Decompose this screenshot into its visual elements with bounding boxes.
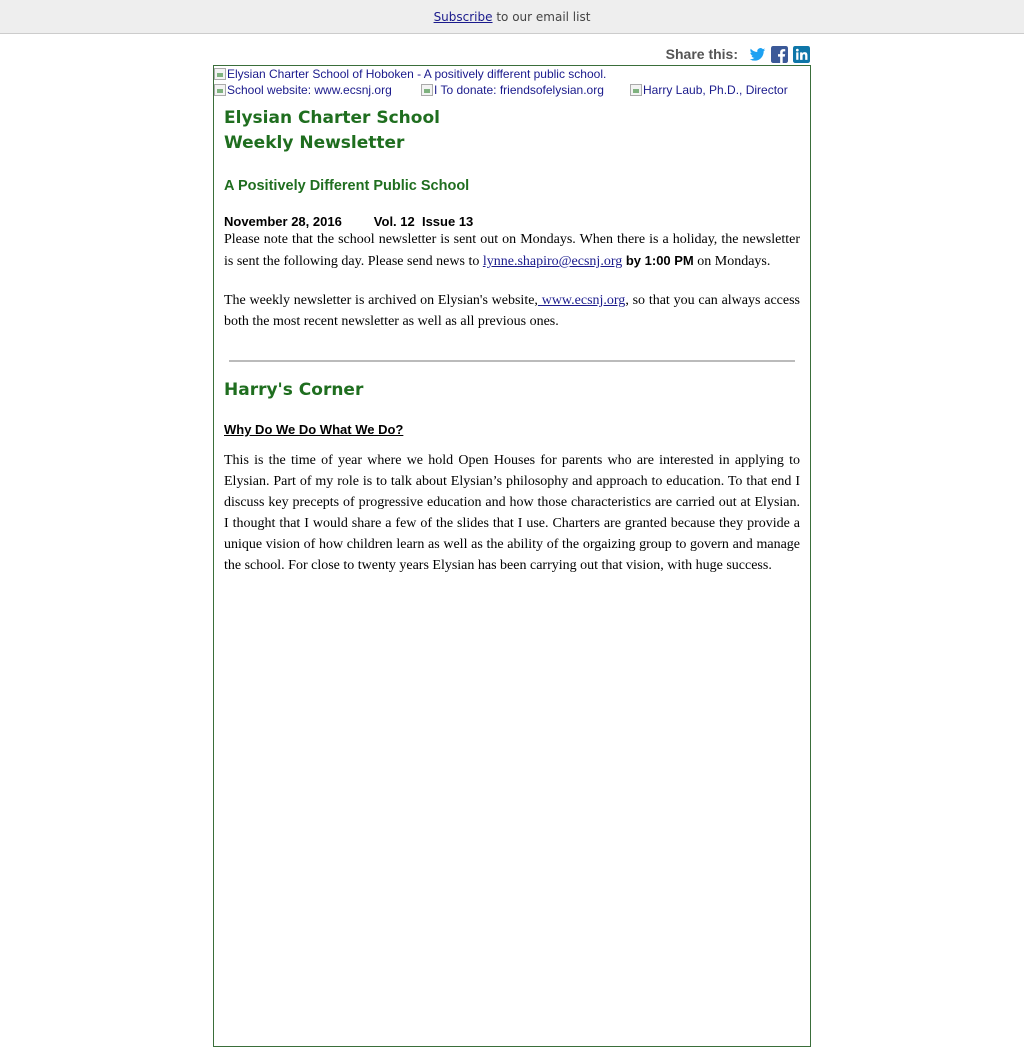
subscribe-text: to our email list — [492, 10, 591, 24]
broken-image-icon — [630, 84, 642, 96]
issue-number: Vol. 12 Issue 13 — [373, 214, 474, 229]
intro-text-1b: on Mondays. — [693, 254, 771, 269]
intro-text-1a: Please note that the school newsletter is sent out on Mondays. When there is a holiday, the newsletter is sent the following day. Please send news to — [224, 232, 800, 269]
header-image-row — [214, 82, 810, 98]
broken-image-icon — [421, 84, 433, 96]
harrys-corner-body: This is the time of year where we hold Open Houses for parents who are interested in applying to Elysian. Part of my role is to talk about Elysian’s philosophy and approach to education. To that end I discuss key precepts of progressive education and how those characteristics are carried out at Elysian. I thought that I would share a few of the slides that I use. Charters are granted because they provide a unique vision of how children learn as well as the ability of the orgaizing group to govern and manage the school. For close to twenty years Elysian has been carrying out that vision, with huge success. — [224, 453, 800, 573]
deadline-text: by 1:00 PM — [622, 253, 694, 268]
director-image — [630, 82, 788, 98]
title-line-1: Elysian Charter School — [224, 108, 440, 128]
broken-image-icon — [214, 68, 226, 80]
banner-image — [214, 66, 810, 82]
title-line-2: Weekly Newsletter — [224, 133, 405, 153]
banner-alt-text: Elysian Charter School of Hoboken - A positively different public school. — [227, 67, 607, 81]
harrys-corner-heading: Why Do We Do What We Do? — [224, 422, 404, 437]
website-alt-text: School website: www.ecsnj.org — [227, 83, 392, 97]
newsletter-subtitle: A Positively Different Public School — [224, 178, 470, 194]
issue-dateline — [224, 214, 800, 229]
subscribe-link[interactable]: Subscribe — [433, 10, 493, 24]
linkedin-icon[interactable] — [793, 46, 810, 63]
intro-text-2a: The weekly newsletter is archived on Elysian's website, — [224, 293, 538, 308]
share-label: Share this: — [665, 46, 738, 62]
intro-paragraph-2 — [224, 290, 800, 332]
donate-image-link[interactable] — [421, 82, 604, 98]
share-bar — [666, 43, 810, 65]
newsletter-container — [213, 65, 811, 1047]
donate-alt-text: To donate: friendsofelysian.org — [440, 83, 604, 97]
broken-image-icon — [214, 84, 226, 96]
issue-date: November 28, 2016 — [224, 214, 342, 229]
section-divider — [229, 360, 795, 362]
subscribe-bar — [0, 0, 1024, 34]
website-image-link[interactable] — [214, 82, 392, 98]
email-link[interactable]: lynne.shapiro@ecsnj.org — [482, 254, 623, 269]
facebook-icon[interactable] — [771, 46, 788, 63]
newsletter-content — [214, 106, 810, 576]
intro-text-2b: , so that you can always access both the most recent newsletter as well as all previous ones. — [224, 293, 800, 329]
website-link[interactable]: www.ecsnj.org — [537, 293, 626, 308]
harrys-corner-title: Harry's Corner — [224, 380, 364, 400]
twitter-icon[interactable] — [749, 46, 766, 63]
director-alt-text: Harry Laub, Ph.D., Director — [643, 83, 788, 97]
newsletter-title — [224, 106, 800, 156]
intro-paragraph-1 — [224, 229, 800, 272]
donate-prefix: I — [434, 83, 438, 97]
